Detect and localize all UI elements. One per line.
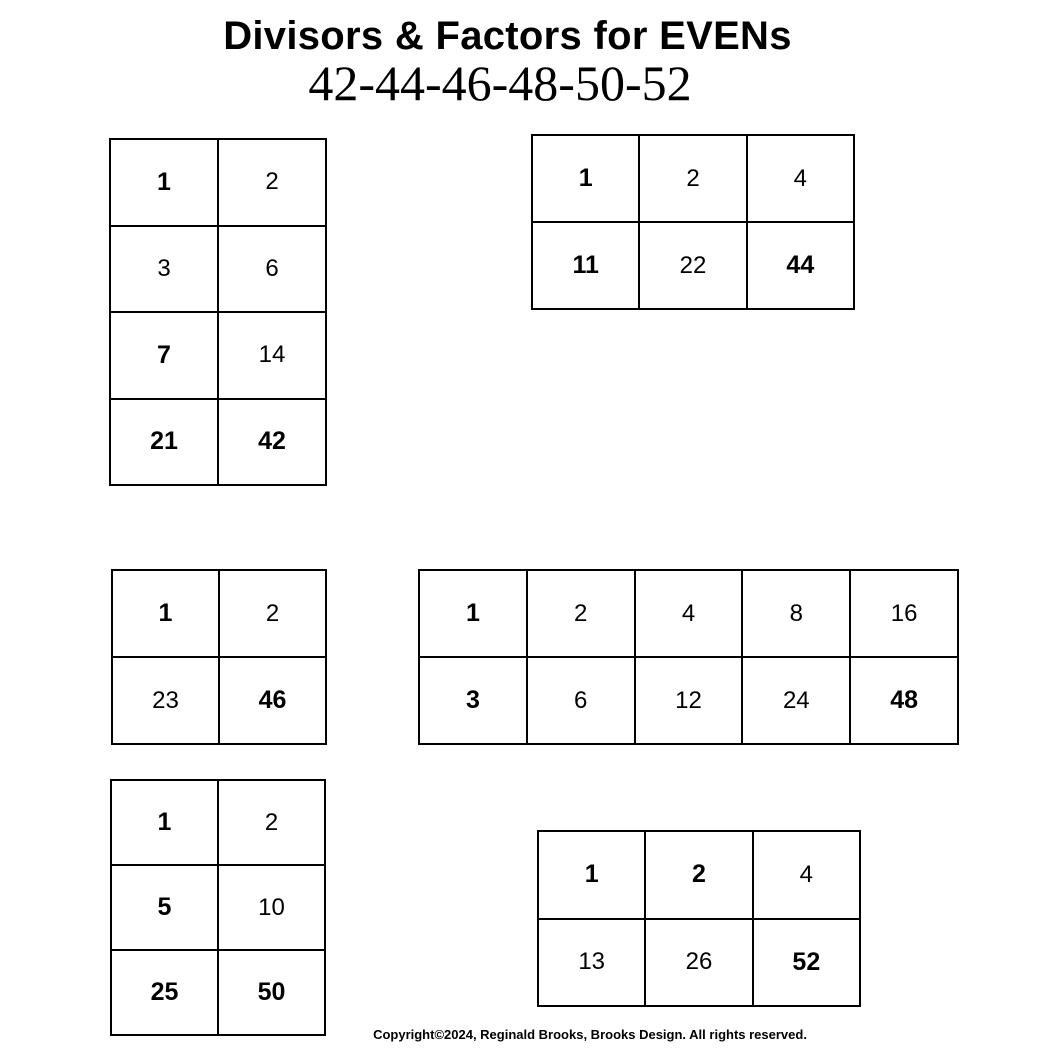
divisor-cell: 3 (110, 226, 218, 313)
divisor-table-50 (110, 779, 326, 1036)
divisor-cell: 14 (218, 312, 326, 399)
divisor-cell: 24 (742, 657, 850, 744)
divisor-cell: 2 (527, 570, 635, 657)
divisor-cell: 1 (111, 780, 218, 865)
divisor-cell: 13 (538, 919, 645, 1007)
divisor-table-44 (531, 134, 855, 310)
divisor-cell: 48 (850, 657, 958, 744)
divisor-cell: 1 (532, 135, 639, 222)
divisor-cell: 44 (747, 222, 854, 309)
divisor-cell: 2 (218, 780, 325, 865)
divisor-cell: 11 (532, 222, 639, 309)
divisor-cell: 3 (419, 657, 527, 744)
divisor-cell: 2 (639, 135, 746, 222)
divisor-cell: 12 (635, 657, 743, 744)
divisor-cell: 4 (635, 570, 743, 657)
divisor-cell: 1 (538, 831, 645, 919)
page-subtitle: 42-44-46-48-50-52 (308, 55, 692, 111)
divisor-cell: 8 (742, 570, 850, 657)
divisor-cell: 22 (639, 222, 746, 309)
divisor-cell: 46 (219, 657, 326, 744)
divisor-cell: 5 (111, 865, 218, 950)
divisor-cell: 1 (112, 570, 219, 657)
copyright-notice: Copyright©2024, Reginald Brooks, Brooks Design. All rights reserved. (373, 1027, 807, 1042)
divisor-cell: 6 (218, 226, 326, 313)
divisor-cell: 42 (218, 399, 326, 486)
divisor-cell: 4 (747, 135, 854, 222)
divisor-cell: 26 (645, 919, 752, 1007)
divisor-cell: 7 (110, 312, 218, 399)
divisor-cell: 16 (850, 570, 958, 657)
divisor-cell: 52 (753, 919, 860, 1007)
divisor-cell: 1 (419, 570, 527, 657)
divisor-cell: 10 (218, 865, 325, 950)
divisor-table-52 (537, 830, 861, 1007)
divisor-cell: 2 (218, 139, 326, 226)
divisor-cell: 25 (111, 950, 218, 1035)
divisor-cell: 21 (110, 399, 218, 486)
divisor-table-42 (109, 138, 327, 486)
divisor-table-48 (418, 569, 959, 745)
divisor-cell: 1 (110, 139, 218, 226)
divisor-cell: 2 (645, 831, 752, 919)
divisor-table-46 (111, 569, 327, 745)
divisor-cell: 4 (753, 831, 860, 919)
divisor-cell: 23 (112, 657, 219, 744)
divisor-cell: 6 (527, 657, 635, 744)
divisor-cell: 50 (218, 950, 325, 1035)
page-title: Divisors & Factors for EVENs (223, 14, 792, 58)
divisor-cell: 2 (219, 570, 326, 657)
